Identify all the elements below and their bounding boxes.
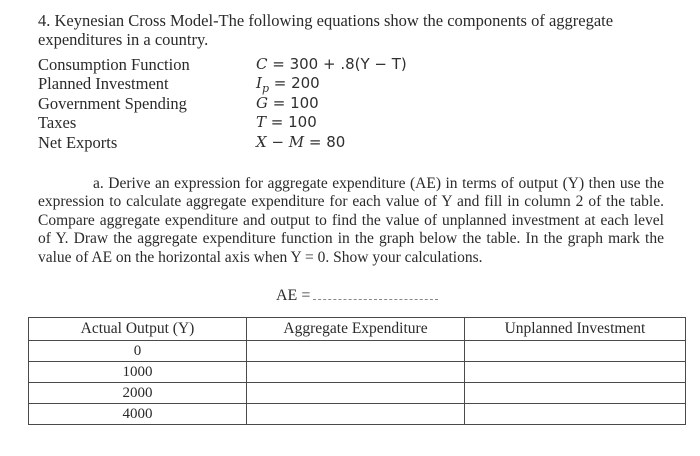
ae-label: AE =: [276, 287, 311, 304]
equation-variable: T: [256, 113, 267, 131]
component-label-investment: Planned Investment: [38, 74, 169, 93]
equation-variable: C: [256, 55, 268, 73]
cell-output: 0: [29, 341, 247, 362]
cell-output: 4000: [29, 404, 247, 425]
equation-rhs: = 100: [266, 113, 317, 131]
cell-unplanned-investment[interactable]: [465, 404, 686, 425]
equation-consumption: [256, 55, 407, 74]
equation-taxes: [256, 113, 317, 132]
equation-subscript: p: [261, 82, 269, 95]
equation-net-exports: [256, 133, 345, 152]
table-row: [29, 362, 686, 383]
equation-variable: I: [256, 74, 262, 92]
component-label-consumption: Consumption Function: [38, 55, 190, 74]
question-title: 4. Keynesian Cross Model-The following equations show the components of aggregate expenditures in a country.: [38, 11, 614, 49]
cell-aggregate-expenditure[interactable]: [247, 404, 465, 425]
part-a-paragraph: a. Derive an expression for aggregate expenditure (AE) in terms of output (Y) then use the expression to calculate aggregate expenditure for each value of Y and fill in column 2 of the table. Compare aggregate expenditure and output to find the value of unplanned investment at each level of Y. Draw the aggregate expenditure function in the graph below the table. In the graph mark the value of AE on the horizontal axis when Y = 0. Show your calculations.: [38, 175, 664, 266]
table-row: [29, 404, 686, 425]
component-label-government: Government Spending: [38, 94, 187, 113]
cell-unplanned-investment[interactable]: [465, 383, 686, 404]
cell-output: 2000: [29, 383, 247, 404]
cell-aggregate-expenditure[interactable]: [247, 341, 465, 362]
equation-rhs: = 200: [268, 74, 320, 92]
cell-unplanned-investment[interactable]: [465, 341, 686, 362]
ae-answer-blank[interactable]: [313, 299, 438, 300]
cell-output: 1000: [29, 362, 247, 383]
equation-rhs: = 100: [267, 94, 319, 112]
table-row: [29, 341, 686, 362]
equation-variable: G: [256, 94, 268, 112]
header-unplanned-investment: Unplanned Investment: [465, 318, 686, 341]
equation-government: [256, 94, 319, 113]
component-label-taxes: Taxes: [38, 113, 77, 132]
header-aggregate-expenditure: Aggregate Expenditure: [247, 318, 465, 341]
header-actual-output: Actual Output (Y): [29, 318, 247, 341]
equation-rhs: = 300 + .8(Y − T): [267, 55, 407, 73]
output-table: [28, 317, 686, 425]
cell-aggregate-expenditure[interactable]: [247, 383, 465, 404]
table-row: [29, 383, 686, 404]
cell-aggregate-expenditure[interactable]: [247, 362, 465, 383]
equation-variable: X − M: [256, 133, 305, 151]
cell-unplanned-investment[interactable]: [465, 362, 686, 383]
equation-rhs: = 80: [304, 133, 346, 151]
component-label-net-exports: Net Exports: [38, 133, 118, 152]
table-header-row: [29, 318, 686, 341]
